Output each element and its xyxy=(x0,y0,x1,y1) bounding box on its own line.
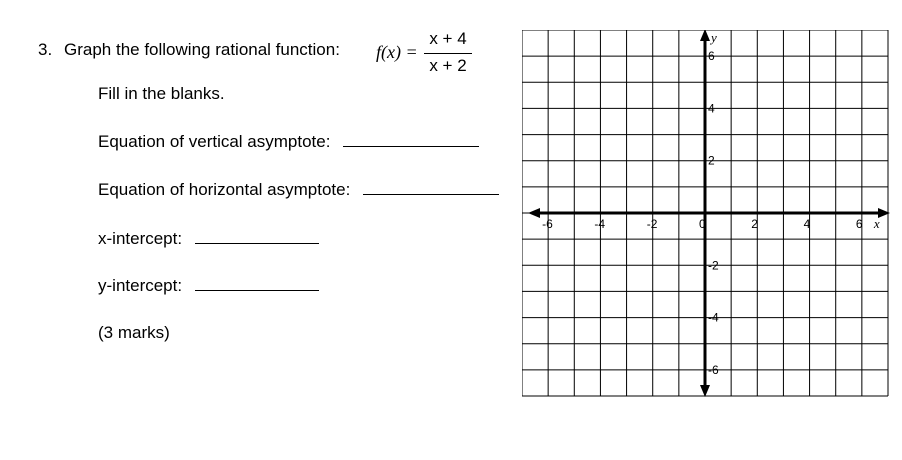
y-tick-label: 2 xyxy=(708,153,715,168)
coordinate-grid[interactable] xyxy=(522,30,892,400)
y-axis-label: y xyxy=(711,30,717,45)
function-denominator: x + 2 xyxy=(429,56,467,75)
function-lhs: f(x) = xyxy=(376,42,418,62)
x-tick-label: 0 xyxy=(699,217,706,231)
x-tick-label: -2 xyxy=(646,217,658,231)
y-tick-label: -6 xyxy=(708,362,719,377)
marks-label: (3 marks) xyxy=(98,323,170,342)
y-intercept-label: y-intercept: xyxy=(98,276,183,295)
horizontal-asymptote-blank[interactable] xyxy=(363,180,499,195)
y-tick-label: -2 xyxy=(708,258,719,273)
horizontal-asymptote-row xyxy=(98,180,499,200)
y-intercept-blank[interactable] xyxy=(195,276,319,291)
x-tick-label: -6 xyxy=(542,217,553,231)
y-axis-up-arrow xyxy=(700,30,710,41)
y-tick-label: -4 xyxy=(708,310,719,325)
vertical-asymptote-label: Equation of vertical asymptote: xyxy=(98,132,331,151)
question-number: 3. xyxy=(38,40,53,59)
x-tick-label: 2 xyxy=(751,217,758,231)
x-tick-label: 4 xyxy=(803,217,811,231)
vertical-asymptote-row xyxy=(98,132,479,152)
question-text: Graph the following rational function: xyxy=(64,40,340,59)
x-axis-left-arrow xyxy=(528,208,540,218)
x-intercept-row xyxy=(98,229,319,249)
x-intercept-blank[interactable] xyxy=(195,229,319,244)
x-tick-label: -4 xyxy=(594,217,606,231)
x-tick-label: 6 xyxy=(855,217,863,231)
function-numerator: x + 4 xyxy=(429,29,467,48)
y-axis-down-arrow xyxy=(700,385,710,397)
fraction-bar xyxy=(424,53,472,54)
y-tick-label: 6 xyxy=(708,49,715,64)
y-tick-label: 4 xyxy=(708,101,715,116)
horizontal-asymptote-label: Equation of horizontal asymptote: xyxy=(98,180,351,199)
y-intercept-row xyxy=(98,276,319,296)
vertical-asymptote-blank[interactable] xyxy=(343,132,479,147)
x-intercept-label: x-intercept: xyxy=(98,229,183,248)
instructions: Fill in the blanks. xyxy=(98,84,225,103)
x-axis-label: x xyxy=(873,216,880,231)
